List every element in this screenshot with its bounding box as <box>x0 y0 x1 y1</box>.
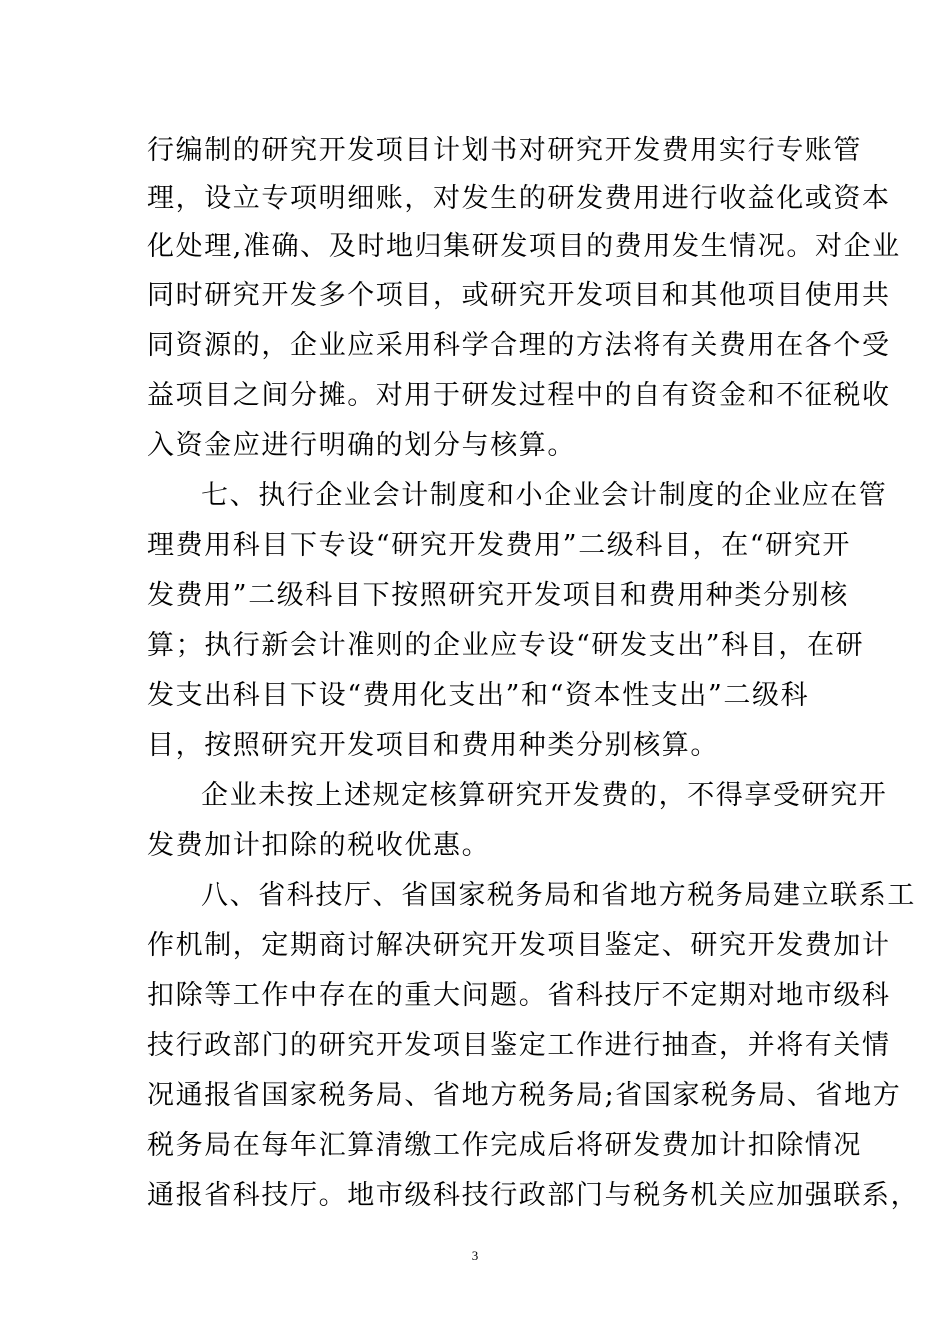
text-line: 作机制，定期商讨解决研究开发项目鉴定、研究开发费加计 <box>147 930 891 961</box>
section-7-heading-line: 七、执行企业会计制度和小企业会计制度的企业应在管 <box>201 480 888 511</box>
text-line: 理费用科目下专设“研究开发费用”二级科目，在“研究开 <box>147 530 852 561</box>
text-line: 化处理,准确、及时地归集研发项目的费用发生情况。对企业 <box>147 231 901 262</box>
text-line: 益项目之间分摊。对用于研发过程中的自有资金和不征税收 <box>147 380 891 411</box>
text-line: 税务局在每年汇算清缴工作完成后将研发费加计扣除情况 <box>147 1130 862 1161</box>
text-line: 目，按照研究开发项目和费用种类分别核算。 <box>147 730 719 761</box>
text-line: 技行政部门的研究开发项目鉴定工作进行抽查，并将有关情 <box>147 1030 891 1061</box>
text-line: 入资金应进行明确的划分与核算。 <box>147 430 576 461</box>
text-line: 同资源的，企业应采用科学合理的方法将有关费用在各个受 <box>147 330 891 361</box>
text-line: 发费用”二级科目下按照研究开发项目和费用种类分别核 <box>147 580 849 611</box>
text-line: 算；执行新会计准则的企业应专设“研发支出”科目，在研 <box>147 630 865 661</box>
text-line: 发费加计扣除的税收优惠。 <box>147 830 491 861</box>
section-8-heading-line: 八、省科技厅、省国家税务局和省地方税务局建立联系工 <box>201 880 916 911</box>
text-line: 理，设立专项明细账，对发生的研发费用进行收益化或资本 <box>147 183 891 214</box>
text-line: 同时研究开发多个项目，或研究开发项目和其他项目使用共 <box>147 280 891 311</box>
text-line: 通报省科技厅。地市级科技行政部门与税务机关应加强联系， <box>147 1180 920 1211</box>
text-line: 况通报省国家税务局、省地方税务局;省国家税务局、省地方 <box>147 1080 902 1111</box>
paragraph-start-line: 企业未按上述规定核算研究开发费的，不得享受研究开 <box>201 780 888 811</box>
text-line: 行编制的研究开发项目计划书对研究开发费用实行专账管 <box>147 135 862 166</box>
text-line: 发支出科目下设“费用化支出”和“资本性支出”二级科 <box>147 680 810 711</box>
page-number: 3 <box>471 1248 479 1263</box>
text-line: 扣除等工作中存在的重大问题。省科技厅不定期对地市级科 <box>147 980 891 1011</box>
